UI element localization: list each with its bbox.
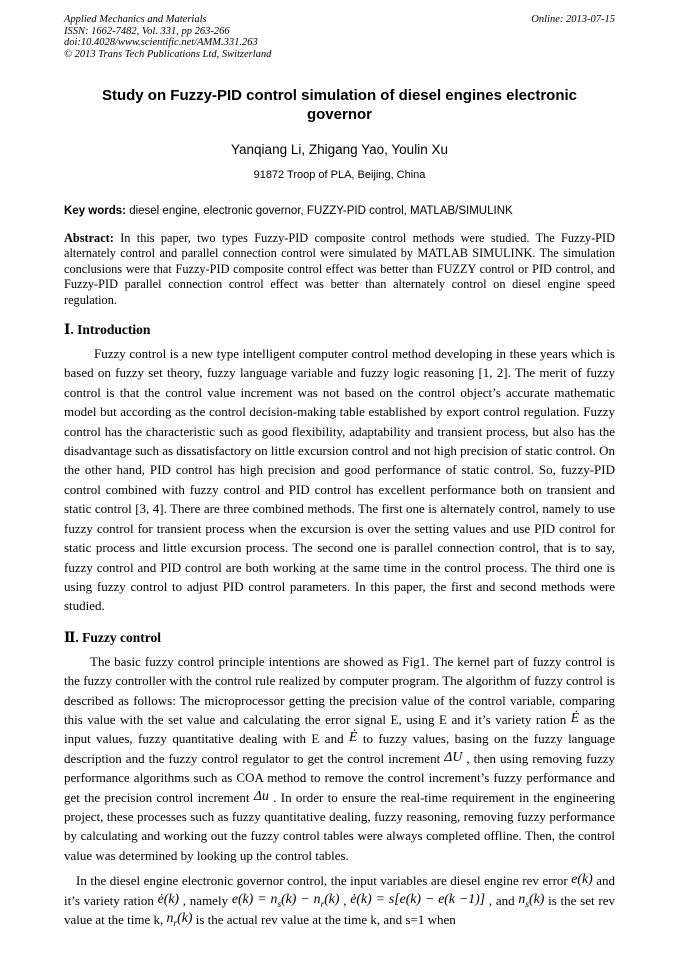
keywords-text: diesel engine, electronic governor, FUZZY-PID control, MATLAB/SIMULINK: [126, 205, 513, 217]
journal-name: Applied Mechanics and Materials: [64, 14, 207, 25]
issn-line: ISSN: 1662-7482, Vol. 331, pp 263-266: [64, 25, 230, 37]
abstract-label: Abstract:: [64, 231, 114, 245]
doi-line: doi:10.4028/www.scientific.net/AMM.331.263: [64, 37, 258, 48]
copyright-line: © 2013 Trans Tech Publications Ltd, Switzerland: [64, 48, 272, 60]
keywords-line: [64, 204, 615, 219]
journal-header: [64, 14, 615, 60]
paragraph-fuzzy-control-2: In the diesel engine electronic governor control, the input variables are diesel engine rev error e(k) and it’s variety ration ė(k) , namely $e(k) = n_s(k) - n_r(k)$ , ė(k) = s[e(k) − e(k −1)] , and $n_s(k)$ is the set rev value at the time k, $n_r(k)$ is the actual rev value at the time k, and s=1 when: [64, 871, 615, 929]
inline-math: ė(k): [157, 890, 180, 906]
affiliation-line: 91872 Troop of PLA, Beijing, China: [253, 169, 426, 181]
online-date: Online: 2013-07-15: [531, 14, 615, 25]
inline-math: ė(k) = s[e(k) − e(k −1)]: [350, 890, 486, 906]
paragraph-fuzzy-control-1: The basic fuzzy control principle intentions are showed as Fig1. The kernel part of fuzzy control is the fuzzy controller with the control rule realized by computer program. The algorithm of fuzzy control is described as follows: The microprocessor getting the precision value of the control variable, comparing this value with the set value and calculating the error signal E, using E and it’s variety ration Ė as the input values, fuzzy quantitative dealing with E and Ė to fuzzy values, basing on the fuzzy language description and the fuzzy control regulator to get the control increment ΔU , then using removing fuzzy performance algorithms such as COA method to remove the control increment’s fuzzy performance and get the precision control increment Δu . In order to ensure the real-time requirement in the engineering project, these processes such as fuzzy quantitative dealing, fuzzy reasoning, removing fuzzy performance by calculating and working out the fuzzy control tables were always completed offline. Then, the control value was determined by looking up the control tables.: [64, 653, 615, 863]
authors-line: Yanqiang Li, Zhigang Yao, Youlin Xu: [231, 142, 448, 157]
inline-math: $n_r(k)$: [166, 910, 193, 929]
abstract-block: [64, 231, 615, 308]
section-heading-fuzzy-control: Ⅱ. Fuzzy control: [64, 629, 161, 645]
inline-math: Ė: [570, 709, 580, 725]
paper-title: Study on Fuzzy-PID control simulation of diesel engines electronic governor: [101, 87, 578, 123]
section-heading-introduction: Ⅰ. Introduction: [64, 322, 151, 338]
inline-math: $e(k) = n_s(k) - n_r(k)$: [231, 890, 340, 910]
inline-math: $n_s(k)$: [518, 890, 545, 910]
keywords-label: Key words:: [64, 205, 126, 217]
inline-math: e(k): [571, 871, 593, 887]
abstract-text: In this paper, two types Fuzzy-PID composite control methods were studied. The Fuzzy-PID alternately control and parallel connection control were simulated by MATLAB SIMULINK. The simulation conclusions were that Fuzzy-PID composite control effect was better than FUZZY control or PID control, and Fuzzy-PID parallel connection control effect was better than alternately control on diesel engine speed regulation.: [64, 231, 615, 307]
paragraph-introduction: Fuzzy control is a new type intelligent computer control method developing in these years which is based on fuzzy set theory, fuzzy language variable and fuzzy logic reasoning [1, 2]. The merit of fuzzy control is that the control value increment was not based on the control object’s accurate mathematic model but according as the control decision-making table established by export control regulation. Fuzzy control has the characteristic such as good flexibility, adaptability and transient process, but also has the disadvantage such as dissatisfactory on little excursion control and not high precision of static control. On the other hand, PID control has high precision and good performance of static control. So, fuzzy-PID control combined with fuzzy control and PID control has excellent performance both on transient and static control [3, 4]. There are three combined methods. The first one is alternately control, namely to use fuzzy control for transient process when the excursion is over the setting values and use PID control for static process and little excursion process. The second one is parallel connection control, that is to say, fuzzy control and PID control are both working at the same time in the control process. The third one is using fuzzy control to adjust PID control parameters. In this paper, the first and second methods were studied.: [64, 346, 615, 614]
journal-header-row: [64, 14, 615, 26]
inline-math: Δu: [253, 787, 269, 803]
inline-math: Ė: [349, 729, 358, 745]
inline-math: ΔU: [444, 748, 463, 764]
